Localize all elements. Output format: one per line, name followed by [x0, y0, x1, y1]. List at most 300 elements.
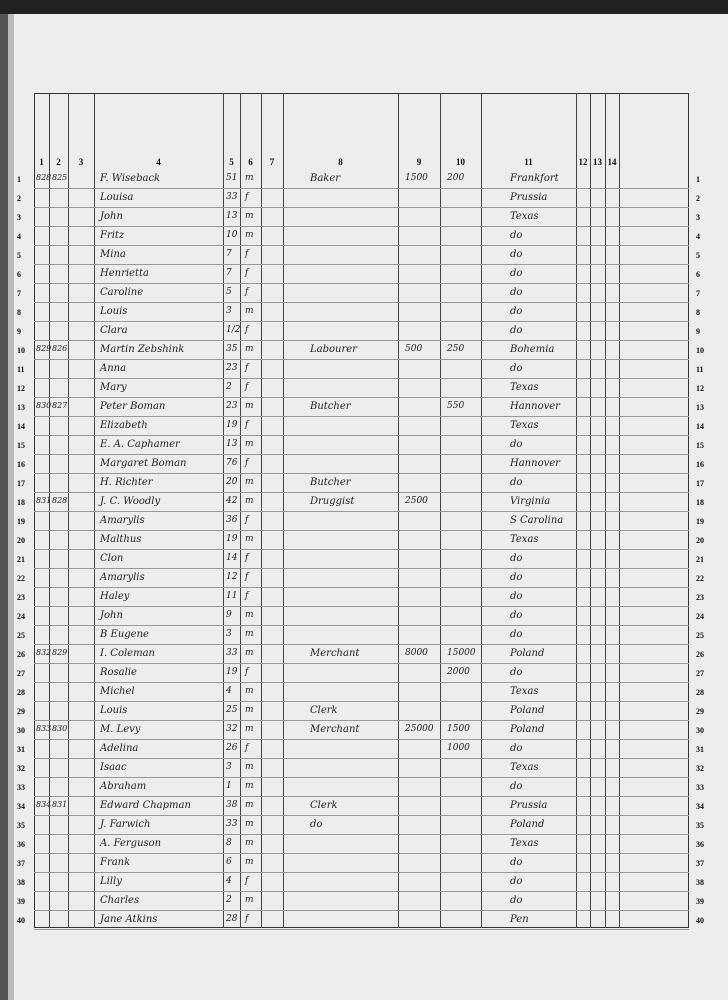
line-number-right: 37 — [696, 859, 704, 868]
table-row — [34, 303, 689, 322]
line-number-right: 25 — [696, 631, 704, 640]
person-sex: m — [245, 686, 254, 696]
table-row — [34, 322, 689, 341]
table-row — [34, 854, 689, 873]
person-name: F. Wiseback — [100, 173, 161, 184]
person-name: Jane Atkins — [100, 914, 158, 925]
person-name: Charles — [100, 895, 140, 906]
place-of-birth: Texas — [510, 534, 539, 545]
line-number: 10 — [17, 346, 25, 355]
person-sex: m — [245, 496, 254, 506]
person-name: Fritz — [100, 230, 125, 241]
person-sex: f — [245, 591, 249, 601]
schedule-line-1 — [44, 32, 704, 47]
person-name: H. Richter — [100, 477, 153, 488]
line-number-right: 40 — [696, 916, 704, 925]
line-number: 39 — [17, 897, 25, 906]
column-number: 8 — [338, 157, 343, 167]
person-age: 4 — [226, 876, 232, 886]
place-of-birth: Texas — [510, 382, 539, 393]
person-age: 12 — [226, 572, 238, 582]
line-number: 34 — [17, 802, 25, 811]
place-of-birth: do — [510, 591, 523, 602]
personal-estate-value: 200 — [447, 173, 465, 183]
line-number: 21 — [17, 555, 25, 564]
binding-edge-light — [8, 0, 14, 1000]
person-sex: f — [245, 667, 249, 677]
person-age: 25 — [226, 705, 238, 715]
line-number: 14 — [17, 422, 25, 431]
line-number-right: 11 — [696, 365, 704, 374]
person-sex: m — [245, 648, 254, 658]
line-number: 37 — [17, 859, 25, 868]
line-number: 2 — [17, 194, 21, 203]
dwelling-number: 831 — [36, 496, 52, 505]
person-occupation: Clerk — [310, 705, 338, 716]
dwelling-number: 828 — [36, 173, 52, 182]
dwelling-number: 833 — [36, 724, 52, 733]
place-of-birth: Poland — [510, 819, 545, 830]
person-name: Margaret Boman — [100, 458, 187, 469]
heading-color — [262, 106, 282, 150]
person-sex: m — [245, 173, 254, 183]
line-number-right: 4 — [696, 232, 700, 241]
line-number: 22 — [17, 574, 25, 583]
line-number-right: 1 — [696, 175, 700, 184]
place-of-birth: Texas — [510, 420, 539, 431]
line-number-right: 16 — [696, 460, 704, 469]
real-estate-value: 25000 — [405, 724, 434, 734]
column-number: 10 — [456, 157, 465, 167]
person-name: Malthus — [100, 534, 142, 545]
line-number: 23 — [17, 593, 25, 602]
line-number-right: 32 — [696, 764, 704, 773]
person-occupation: Merchant — [310, 724, 360, 735]
line-number-right: 30 — [696, 726, 704, 735]
real-estate-value: 1500 — [405, 173, 428, 183]
line-number: 27 — [17, 669, 25, 678]
line-number-right: 14 — [696, 422, 704, 431]
person-name: Amarylis — [100, 572, 145, 583]
schedule-line-2 — [44, 51, 704, 66]
person-age: 76 — [226, 458, 238, 468]
place-of-birth: Poland — [510, 724, 545, 735]
person-age: 26 — [226, 743, 238, 753]
line-number: 7 — [17, 289, 21, 298]
person-occupation: Druggist — [310, 496, 355, 507]
person-age: 1/2 — [226, 325, 241, 335]
column-number: 2 — [56, 157, 61, 167]
person-sex: m — [245, 819, 254, 829]
person-age: 10 — [226, 230, 238, 240]
column-number: 6 — [248, 157, 253, 167]
place-of-birth: Hannover — [510, 401, 560, 412]
table-row — [34, 246, 689, 265]
line-number-right: 33 — [696, 783, 704, 792]
person-sex: m — [245, 306, 254, 316]
line-number-right: 29 — [696, 707, 704, 716]
person-age: 19 — [226, 420, 238, 430]
place-of-birth: do — [510, 895, 523, 906]
column-number: 13 — [593, 157, 602, 167]
place-of-birth: do — [510, 667, 523, 678]
place-of-birth: S Carolina — [510, 515, 564, 526]
person-sex: f — [245, 268, 249, 278]
line-number: 28 — [17, 688, 25, 697]
heading-dwelling — [36, 100, 48, 152]
line-number-right: 22 — [696, 574, 704, 583]
person-age: 4 — [226, 686, 232, 696]
person-age: 28 — [226, 914, 238, 924]
person-name: J. Farwich — [100, 819, 151, 830]
line-number-right: 5 — [696, 251, 700, 260]
personal-estate-value: 1500 — [447, 724, 470, 734]
line-number-right: 19 — [696, 517, 704, 526]
line-number: 1 — [17, 175, 21, 184]
line-number: 16 — [17, 460, 25, 469]
person-age: 35 — [226, 344, 238, 354]
family-number: 825 — [52, 173, 68, 182]
line-number-right: 3 — [696, 213, 700, 222]
table-row — [34, 702, 689, 721]
person-sex: m — [245, 534, 254, 544]
person-name: A. Ferguson — [100, 838, 162, 849]
line-number-right: 35 — [696, 821, 704, 830]
heading-school — [591, 98, 604, 154]
heading-illiterate — [606, 98, 619, 154]
line-number-right: 26 — [696, 650, 704, 659]
line-number: 38 — [17, 878, 25, 887]
line-number: 18 — [17, 498, 25, 507]
person-age: 8 — [226, 838, 232, 848]
column-number: 3 — [78, 157, 84, 167]
person-name: Louisa — [100, 192, 134, 203]
personal-estate-value: 2000 — [447, 667, 470, 677]
heading-family — [51, 100, 67, 152]
table-row — [34, 588, 689, 607]
person-name: Haley — [100, 591, 130, 602]
person-age: 51 — [226, 173, 238, 183]
person-age: 38 — [226, 800, 238, 810]
real-estate-value: 500 — [405, 344, 423, 354]
schedule-line-3 — [44, 71, 704, 86]
person-age: 14 — [226, 553, 238, 563]
person-age: 19 — [226, 534, 238, 544]
line-number: 3 — [17, 213, 21, 222]
person-name: Mary — [100, 382, 127, 393]
person-age: 7 — [226, 268, 232, 278]
person-sex: m — [245, 629, 254, 639]
person-occupation: Merchant — [310, 648, 360, 659]
person-sex: m — [245, 401, 254, 411]
person-sex: m — [245, 895, 254, 905]
real-estate-value: 8000 — [405, 648, 428, 658]
place-of-birth: Bohemia — [510, 344, 555, 355]
place-of-birth: do — [510, 363, 523, 374]
place-of-birth: do — [510, 477, 523, 488]
place-of-birth: Hannover — [510, 458, 560, 469]
place-of-birth: do — [510, 325, 523, 336]
place-of-birth: do — [510, 781, 523, 792]
person-age: 23 — [226, 363, 238, 373]
person-age: 3 — [226, 306, 232, 316]
line-number-right: 24 — [696, 612, 704, 621]
person-name: Louis — [100, 705, 128, 716]
source-banner — [0, 0, 728, 14]
person-sex: f — [245, 914, 249, 924]
binding-edge — [0, 0, 8, 1000]
line-number: 24 — [17, 612, 25, 621]
line-number: 25 — [17, 631, 25, 640]
person-occupation: Butcher — [310, 477, 351, 488]
place-of-birth: do — [510, 629, 523, 640]
family-number: 826 — [52, 344, 68, 353]
line-number-right: 36 — [696, 840, 704, 849]
person-age: 33 — [226, 819, 238, 829]
line-number: 11 — [17, 365, 25, 374]
personal-estate-value: 1000 — [447, 743, 470, 753]
person-sex: f — [245, 876, 249, 886]
person-age: 7 — [226, 249, 232, 259]
line-number-right: 13 — [696, 403, 704, 412]
person-age: 6 — [226, 857, 232, 867]
person-occupation: Labourer — [310, 344, 357, 355]
line-number: 26 — [17, 650, 25, 659]
person-sex: m — [245, 724, 254, 734]
person-name: J. C. Woodly — [100, 496, 161, 507]
person-occupation: Clerk — [310, 800, 338, 811]
person-age: 11 — [226, 591, 238, 601]
person-age: 19 — [226, 667, 238, 677]
person-sex: m — [245, 705, 254, 715]
column-number: 5 — [229, 157, 234, 167]
line-number: 17 — [17, 479, 25, 488]
person-sex: m — [245, 230, 254, 240]
line-number: 9 — [17, 327, 21, 336]
place-of-birth: Poland — [510, 705, 545, 716]
place-of-birth: Prussia — [510, 192, 548, 203]
place-of-birth: Texas — [510, 762, 539, 773]
line-number-right: 18 — [696, 498, 704, 507]
place-of-birth: Prussia — [510, 800, 548, 811]
place-of-birth: do — [510, 876, 523, 887]
line-number: 19 — [17, 517, 25, 526]
person-age: 36 — [226, 515, 238, 525]
line-number-right: 28 — [696, 688, 704, 697]
place-of-birth: do — [510, 572, 523, 583]
place-of-birth: Texas — [510, 211, 539, 222]
person-sex: m — [245, 439, 254, 449]
person-sex: m — [245, 211, 254, 221]
place-of-birth: Virginia — [510, 496, 551, 507]
person-name: Henrietta — [100, 268, 149, 279]
line-number: 5 — [17, 251, 21, 260]
line-number: 13 — [17, 403, 25, 412]
person-name: Lilly — [100, 876, 122, 887]
person-name: Elizabeth — [100, 420, 148, 431]
dwelling-number: 830 — [36, 401, 52, 410]
person-name: Adelina — [100, 743, 139, 754]
place-of-birth: Frankfort — [510, 173, 559, 184]
person-name: Martin Zebshink — [100, 344, 185, 355]
line-number: 32 — [17, 764, 25, 773]
family-number: 829 — [52, 648, 68, 657]
person-name: I. Coleman — [100, 648, 155, 659]
person-sex: m — [245, 838, 254, 848]
person-sex: f — [245, 382, 249, 392]
person-sex: m — [245, 800, 254, 810]
place-of-birth: do — [510, 610, 523, 621]
line-number: 20 — [17, 536, 25, 545]
line-number: 29 — [17, 707, 25, 716]
person-sex: f — [245, 192, 249, 202]
line-number: 30 — [17, 726, 25, 735]
person-sex: f — [245, 325, 249, 335]
person-age: 23 — [226, 401, 238, 411]
line-number: 8 — [17, 308, 21, 317]
line-number: 4 — [17, 232, 21, 241]
person-age: 5 — [226, 287, 232, 297]
line-number-right: 38 — [696, 878, 704, 887]
table-row — [34, 379, 689, 398]
person-name: Michel — [100, 686, 135, 697]
place-of-birth: do — [510, 249, 523, 260]
personal-estate-value: 550 — [447, 401, 465, 411]
place-of-birth: Poland — [510, 648, 545, 659]
family-number: 827 — [52, 401, 68, 410]
person-name: Abraham — [100, 781, 147, 792]
person-sex: f — [245, 572, 249, 582]
real-estate-value: 2500 — [405, 496, 428, 506]
line-number: 36 — [17, 840, 25, 849]
person-name: Amarylis — [100, 515, 145, 526]
place-of-birth: Texas — [510, 686, 539, 697]
place-of-birth: Pen — [510, 914, 529, 925]
line-number-right: 7 — [696, 289, 700, 298]
line-number: 35 — [17, 821, 25, 830]
place-of-birth: do — [510, 857, 523, 868]
table-row — [34, 607, 689, 626]
line-number-right: 9 — [696, 327, 700, 336]
line-number-right: 21 — [696, 555, 704, 564]
person-name: Isaac — [100, 762, 127, 773]
person-sex: m — [245, 762, 254, 772]
person-age: 13 — [226, 439, 238, 449]
person-age: 2 — [226, 895, 232, 905]
column-number: 11 — [524, 157, 533, 167]
line-number: 6 — [17, 270, 21, 279]
person-name: John — [100, 610, 123, 621]
person-age: 20 — [226, 477, 238, 487]
dwelling-number: 829 — [36, 344, 52, 353]
person-sex: f — [245, 743, 249, 753]
table-row — [34, 550, 689, 569]
person-occupation: Baker — [310, 173, 341, 184]
column-number: 7 — [269, 157, 275, 167]
person-sex: f — [245, 553, 249, 563]
line-number-right: 31 — [696, 745, 704, 754]
person-name: Mina — [100, 249, 126, 260]
table-row — [34, 227, 689, 246]
line-number: 31 — [17, 745, 25, 754]
family-number: 830 — [52, 724, 68, 733]
line-number: 15 — [17, 441, 25, 450]
person-age: 32 — [226, 724, 238, 734]
person-name: M. Levy — [100, 724, 141, 735]
line-number-right: 23 — [696, 593, 704, 602]
person-name: Edward Chapman — [100, 800, 191, 811]
table-row — [34, 759, 689, 778]
person-name: Rosalie — [100, 667, 137, 678]
person-age: 13 — [226, 211, 238, 221]
person-sex: m — [245, 781, 254, 791]
line-number-right: 2 — [696, 194, 700, 203]
person-sex: m — [245, 477, 254, 487]
person-name: E. A. Caphamer — [100, 439, 180, 450]
person-age: 42 — [226, 496, 238, 506]
person-name: Clara — [100, 325, 128, 336]
place-of-birth: do — [510, 553, 523, 564]
heading-married — [577, 98, 590, 154]
person-sex: f — [245, 249, 249, 259]
place-of-birth: do — [510, 439, 523, 450]
person-name: Peter Boman — [100, 401, 166, 412]
person-sex: m — [245, 857, 254, 867]
person-sex: f — [245, 363, 249, 373]
person-name: Clon — [100, 553, 124, 564]
person-name: Frank — [100, 857, 131, 868]
family-number: 828 — [52, 496, 68, 505]
line-number-right: 34 — [696, 802, 704, 811]
column-number: 1 — [39, 157, 44, 167]
person-sex: m — [245, 610, 254, 620]
line-number-right: 10 — [696, 346, 704, 355]
person-sex: f — [245, 287, 249, 297]
line-number-right: 12 — [696, 384, 704, 393]
column-number: 14 — [607, 157, 617, 167]
column-number: 9 — [416, 157, 422, 167]
personal-estate-value: 15000 — [447, 648, 476, 658]
person-age: 33 — [226, 648, 238, 658]
person-name: Caroline — [100, 287, 144, 298]
personal-estate-value: 250 — [447, 344, 465, 354]
column-number: 4 — [156, 157, 161, 167]
table-row — [34, 208, 689, 227]
line-number-right: 6 — [696, 270, 700, 279]
person-occupation: do — [310, 819, 323, 830]
person-sex: f — [245, 515, 249, 525]
place-of-birth: do — [510, 287, 523, 298]
person-occupation: Butcher — [310, 401, 351, 412]
place-of-birth: Texas — [510, 838, 539, 849]
line-number-right: 20 — [696, 536, 704, 545]
table-row — [34, 873, 689, 892]
person-age: 3 — [226, 762, 232, 772]
dwelling-number: 832 — [36, 648, 52, 657]
line-number-right: 17 — [696, 479, 704, 488]
line-number: 12 — [17, 384, 25, 393]
family-number: 831 — [52, 800, 68, 809]
person-age: 9 — [226, 610, 232, 620]
place-of-birth: do — [510, 306, 523, 317]
line-number-right: 8 — [696, 308, 700, 317]
person-name: John — [100, 211, 123, 222]
place-of-birth: do — [510, 268, 523, 279]
summary-footer — [34, 928, 689, 980]
person-name: Louis — [100, 306, 128, 317]
place-of-birth: do — [510, 230, 523, 241]
column-number: 12 — [578, 157, 588, 167]
